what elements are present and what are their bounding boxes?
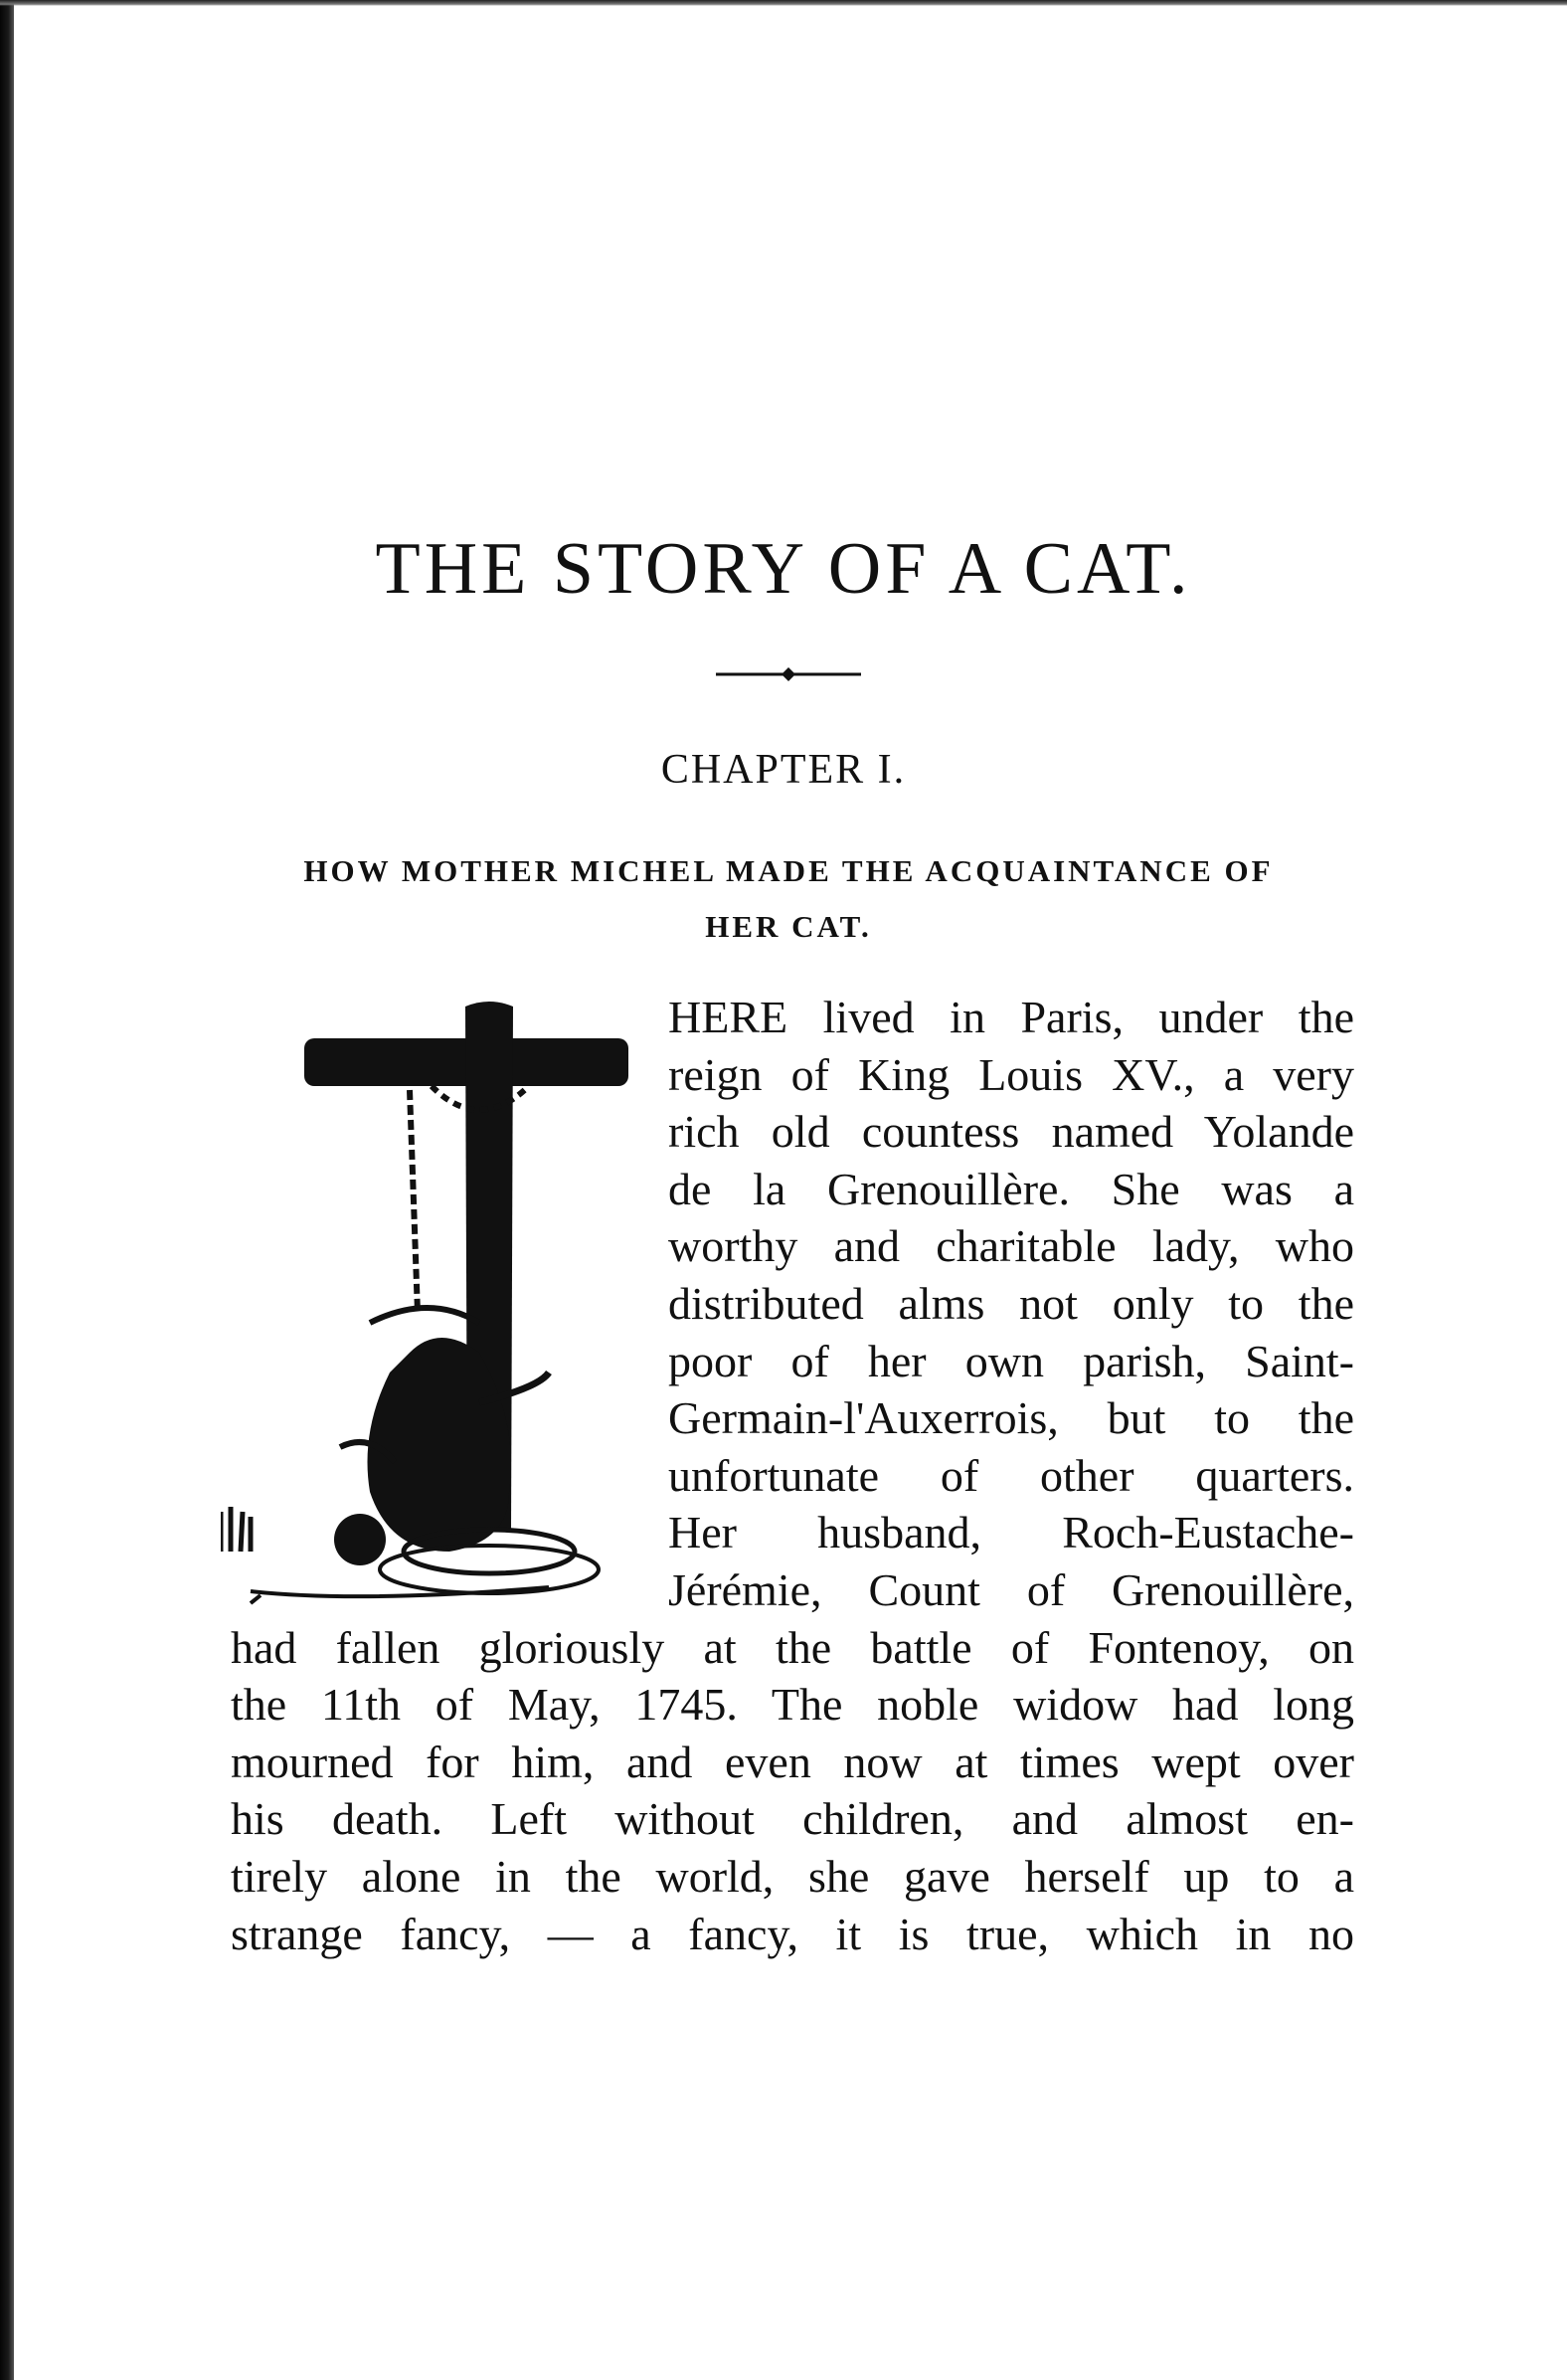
title-divider-ornament [712,662,865,686]
body-line: Germain-l'Auxerrois, but to the [668,1392,1354,1444]
body-line: tirely alone in the world, she gave herself up to a [231,1850,1354,1902]
body-line: poor of her own parish, Saint- [668,1335,1354,1386]
chapter-subtitle-line: HER CAT. [705,909,872,944]
body-line: the 11th of May, 1745. The noble widow had long [231,1679,1354,1731]
body-line: his death. Left without children, and almost en- [231,1793,1354,1845]
body-line: had fallen gloriously at the battle of Fontenoy, on [231,1621,1354,1673]
chapter-heading: CHAPTER I. [660,747,907,793]
body-line: reign of King Louis XV., a very [668,1048,1354,1100]
body-line: distributed alms not only to the [668,1277,1354,1329]
page-top-edge [0,0,1567,6]
body-line: rich old countess named Yolande [668,1106,1354,1158]
body-line: Her husband, Roch-Eustache- [668,1507,1354,1558]
body-line: worthy and charitable lady, who [668,1220,1354,1272]
body-line: de la Grenouillère. She was a [668,1163,1354,1214]
page-title: THE STORY OF A CAT. [375,528,1192,610]
body-paragraph [231,989,1354,1962]
body-line: strange fancy, — a fancy, it is true, which in no [231,1908,1354,1959]
body-line: unfortunate of other quarters. [668,1449,1354,1501]
body-line: Jérémie, Count of Grenouillère, [668,1563,1354,1615]
page-binding-edge [0,0,14,2380]
body-line: HERE lived in Paris, under the [668,992,1354,1042]
chapter-subtitle-line: HOW MOTHER MICHEL MADE THE ACQUAINTANCE OF [303,853,1274,888]
chapter-subtitle [227,843,1350,955]
body-line: mourned for him, and even now at times wept over [231,1736,1354,1787]
